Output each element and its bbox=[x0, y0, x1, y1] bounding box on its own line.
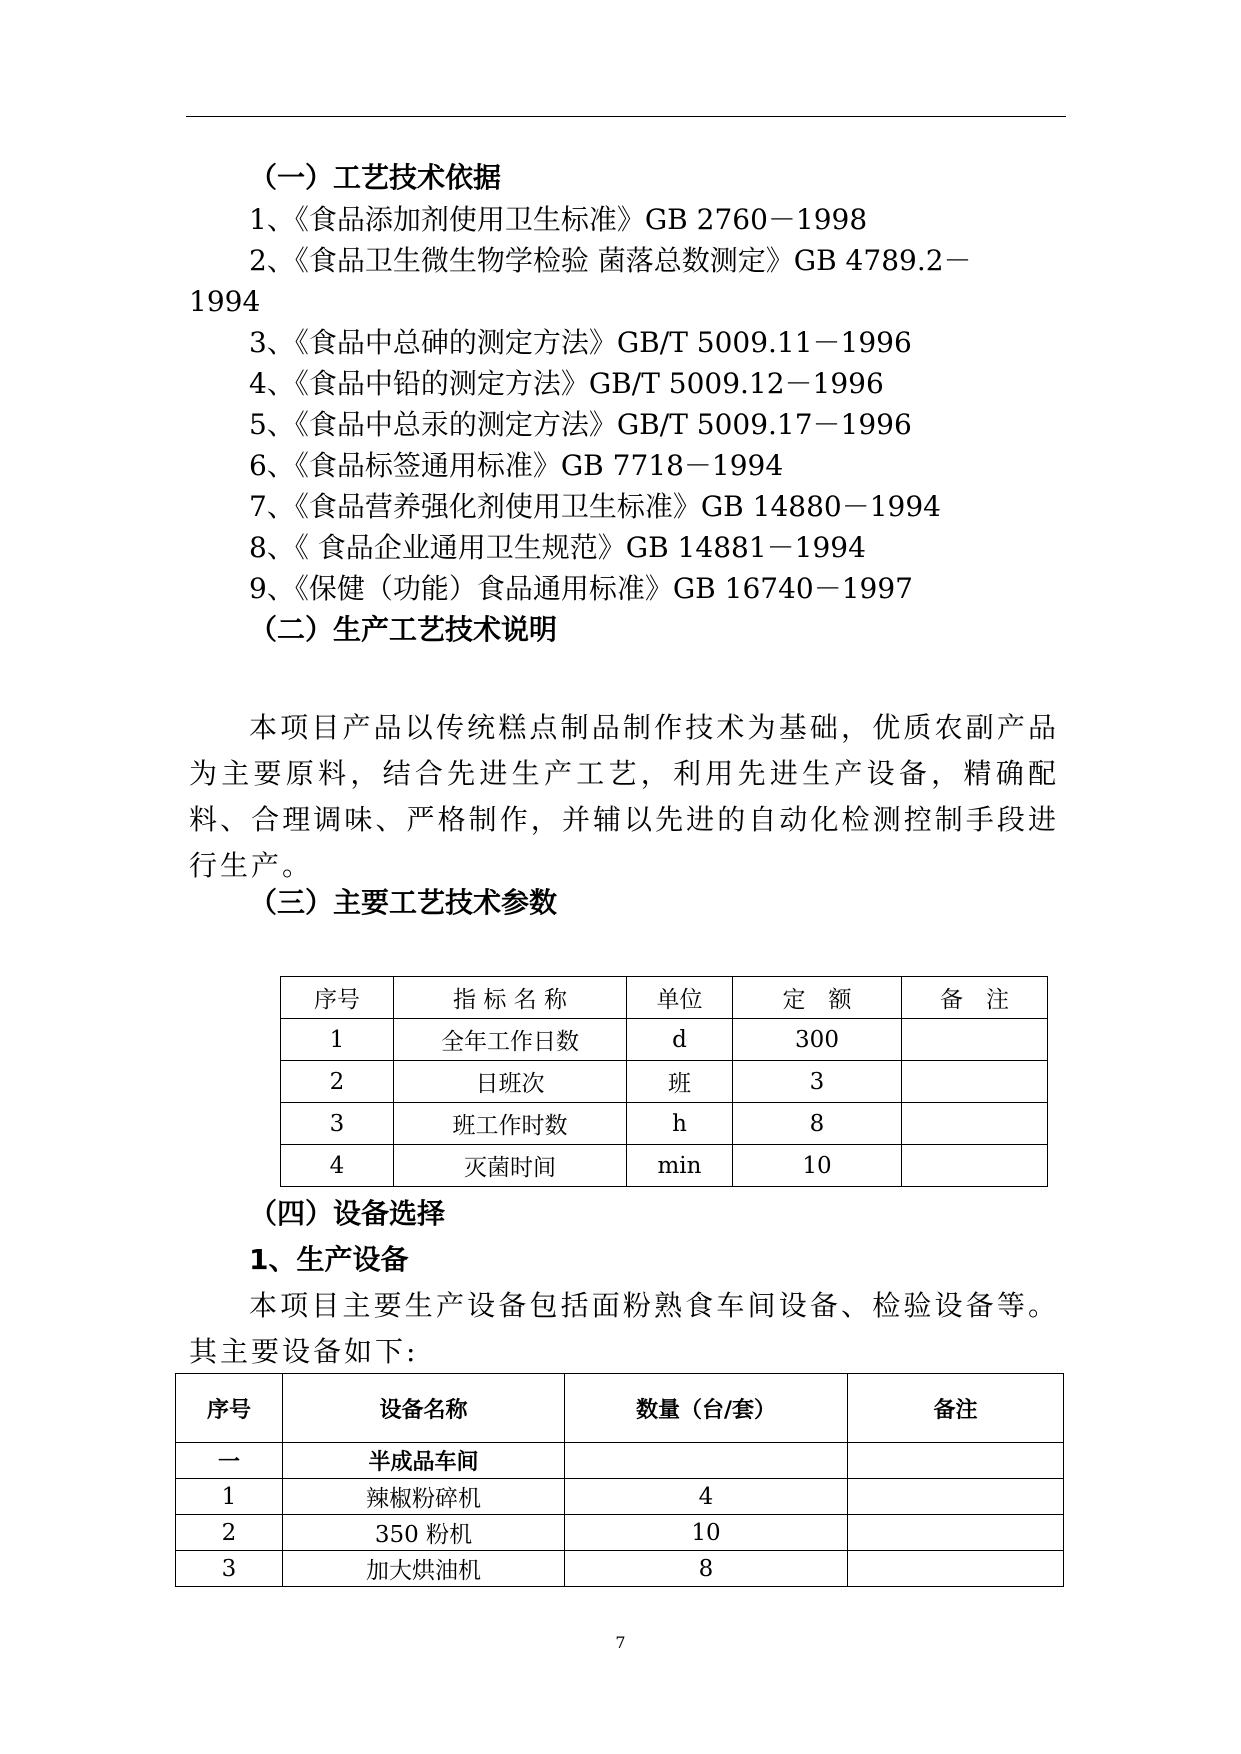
standard-item: 1、《食品添加剂使用卫生标准》GB 2760－1998 bbox=[249, 203, 868, 236]
subsection-title: 1、生产设备 bbox=[249, 1243, 409, 1276]
col-header: 定 额 bbox=[733, 977, 902, 1019]
cell: 灭菌时间 bbox=[394, 1145, 627, 1187]
cell: 2 bbox=[281, 1061, 394, 1103]
equipment-table bbox=[175, 1373, 1064, 1587]
col-header: 单位 bbox=[627, 977, 733, 1019]
cell: 3 bbox=[281, 1103, 394, 1145]
section-2-title: （二）生产工艺技术说明 bbox=[249, 613, 558, 646]
standard-item: 5、《食品中总汞的测定方法》GB/T 5009.17－1996 bbox=[249, 408, 912, 441]
cell: 辣椒粉碎机 bbox=[283, 1479, 565, 1515]
cell: 3 bbox=[733, 1061, 902, 1103]
section-3-title: （三）主要工艺技术参数 bbox=[249, 886, 558, 919]
cell bbox=[848, 1443, 1064, 1479]
header-rule bbox=[186, 116, 1066, 117]
cell: 350 粉机 bbox=[283, 1515, 565, 1551]
cell: 一 bbox=[176, 1443, 283, 1479]
cell bbox=[902, 1145, 1048, 1187]
table-row bbox=[281, 1145, 1048, 1187]
table-row bbox=[176, 1479, 1064, 1515]
cell: 1 bbox=[281, 1019, 394, 1061]
table-row bbox=[281, 1019, 1048, 1061]
cell: h bbox=[627, 1103, 733, 1145]
table-row bbox=[281, 1061, 1048, 1103]
cell bbox=[848, 1551, 1064, 1587]
cell bbox=[902, 1019, 1048, 1061]
cell: 10 bbox=[733, 1145, 902, 1187]
cell: 班 bbox=[627, 1061, 733, 1103]
process-parameters-table bbox=[280, 976, 1048, 1187]
cell bbox=[565, 1443, 848, 1479]
standard-item: 6、《食品标签通用标准》GB 7718－1994 bbox=[249, 449, 784, 482]
table-row bbox=[176, 1551, 1064, 1587]
cell: min bbox=[627, 1145, 733, 1187]
standard-item: 2、《食品卫生微生物学检验 菌落总数测定》GB 4789.2－ bbox=[249, 244, 972, 277]
cell: d bbox=[627, 1019, 733, 1061]
cell: 4 bbox=[281, 1145, 394, 1187]
cell: 8 bbox=[565, 1551, 848, 1587]
cell: 3 bbox=[176, 1551, 283, 1587]
standard-item: 4、《食品中铅的测定方法》GB/T 5009.12－1996 bbox=[249, 367, 884, 400]
standard-item: 7、《食品营养强化剂使用卫生标准》GB 14880－1994 bbox=[249, 490, 941, 523]
table-row bbox=[281, 1103, 1048, 1145]
cell: 全年工作日数 bbox=[394, 1019, 627, 1061]
cell: 半成品车间 bbox=[283, 1443, 565, 1479]
cell: 1 bbox=[176, 1479, 283, 1515]
col-header: 序号 bbox=[281, 977, 394, 1019]
col-header: 备注 bbox=[848, 1374, 1064, 1443]
table-row bbox=[176, 1515, 1064, 1551]
cell bbox=[848, 1479, 1064, 1515]
production-description: 本项目产品以传统糕点制品制作技术为基础，优质农副产品为主要原料，结合先进生产工艺，利用先进生产设备，精确配料、合理调味、严格制作，并辅以先进的自动化检测控制手段进行生产。 bbox=[189, 711, 1059, 882]
table-header-row bbox=[176, 1374, 1064, 1443]
col-header: 设备名称 bbox=[283, 1374, 565, 1443]
cell bbox=[902, 1103, 1048, 1145]
col-header: 备 注 bbox=[902, 977, 1048, 1019]
cell: 8 bbox=[733, 1103, 902, 1145]
cell: 2 bbox=[176, 1515, 283, 1551]
cell: 4 bbox=[565, 1479, 848, 1515]
col-header: 数量（台/套） bbox=[565, 1374, 848, 1443]
standard-item: 8、《 食品企业通用卫生规范》GB 14881－1994 bbox=[249, 531, 866, 564]
section-1-title: （一）工艺技术依据 bbox=[249, 161, 502, 194]
cell: 日班次 bbox=[394, 1061, 627, 1103]
cell bbox=[848, 1515, 1064, 1551]
table-group-row bbox=[176, 1443, 1064, 1479]
section-4-title: （四）设备选择 bbox=[249, 1197, 446, 1230]
equipment-description: 本项目主要生产设备包括面粉熟食车间设备、检验设备等。其主要设备如下: bbox=[189, 1289, 1059, 1368]
cell: 加大烘油机 bbox=[283, 1551, 565, 1587]
col-header: 指 标 名 称 bbox=[394, 977, 627, 1019]
cell: 300 bbox=[733, 1019, 902, 1061]
standard-item: 3、《食品中总砷的测定方法》GB/T 5009.11－1996 bbox=[249, 326, 912, 359]
cell: 班工作时数 bbox=[394, 1103, 627, 1145]
standard-item: 9、《保健（功能）食品通用标准》GB 16740－1997 bbox=[249, 572, 913, 605]
cell bbox=[902, 1061, 1048, 1103]
table-header-row bbox=[281, 977, 1048, 1019]
col-header: 序号 bbox=[176, 1374, 283, 1443]
standard-item-continuation: 1994 bbox=[189, 285, 261, 318]
page-number: 7 bbox=[615, 1633, 626, 1652]
cell: 10 bbox=[565, 1515, 848, 1551]
